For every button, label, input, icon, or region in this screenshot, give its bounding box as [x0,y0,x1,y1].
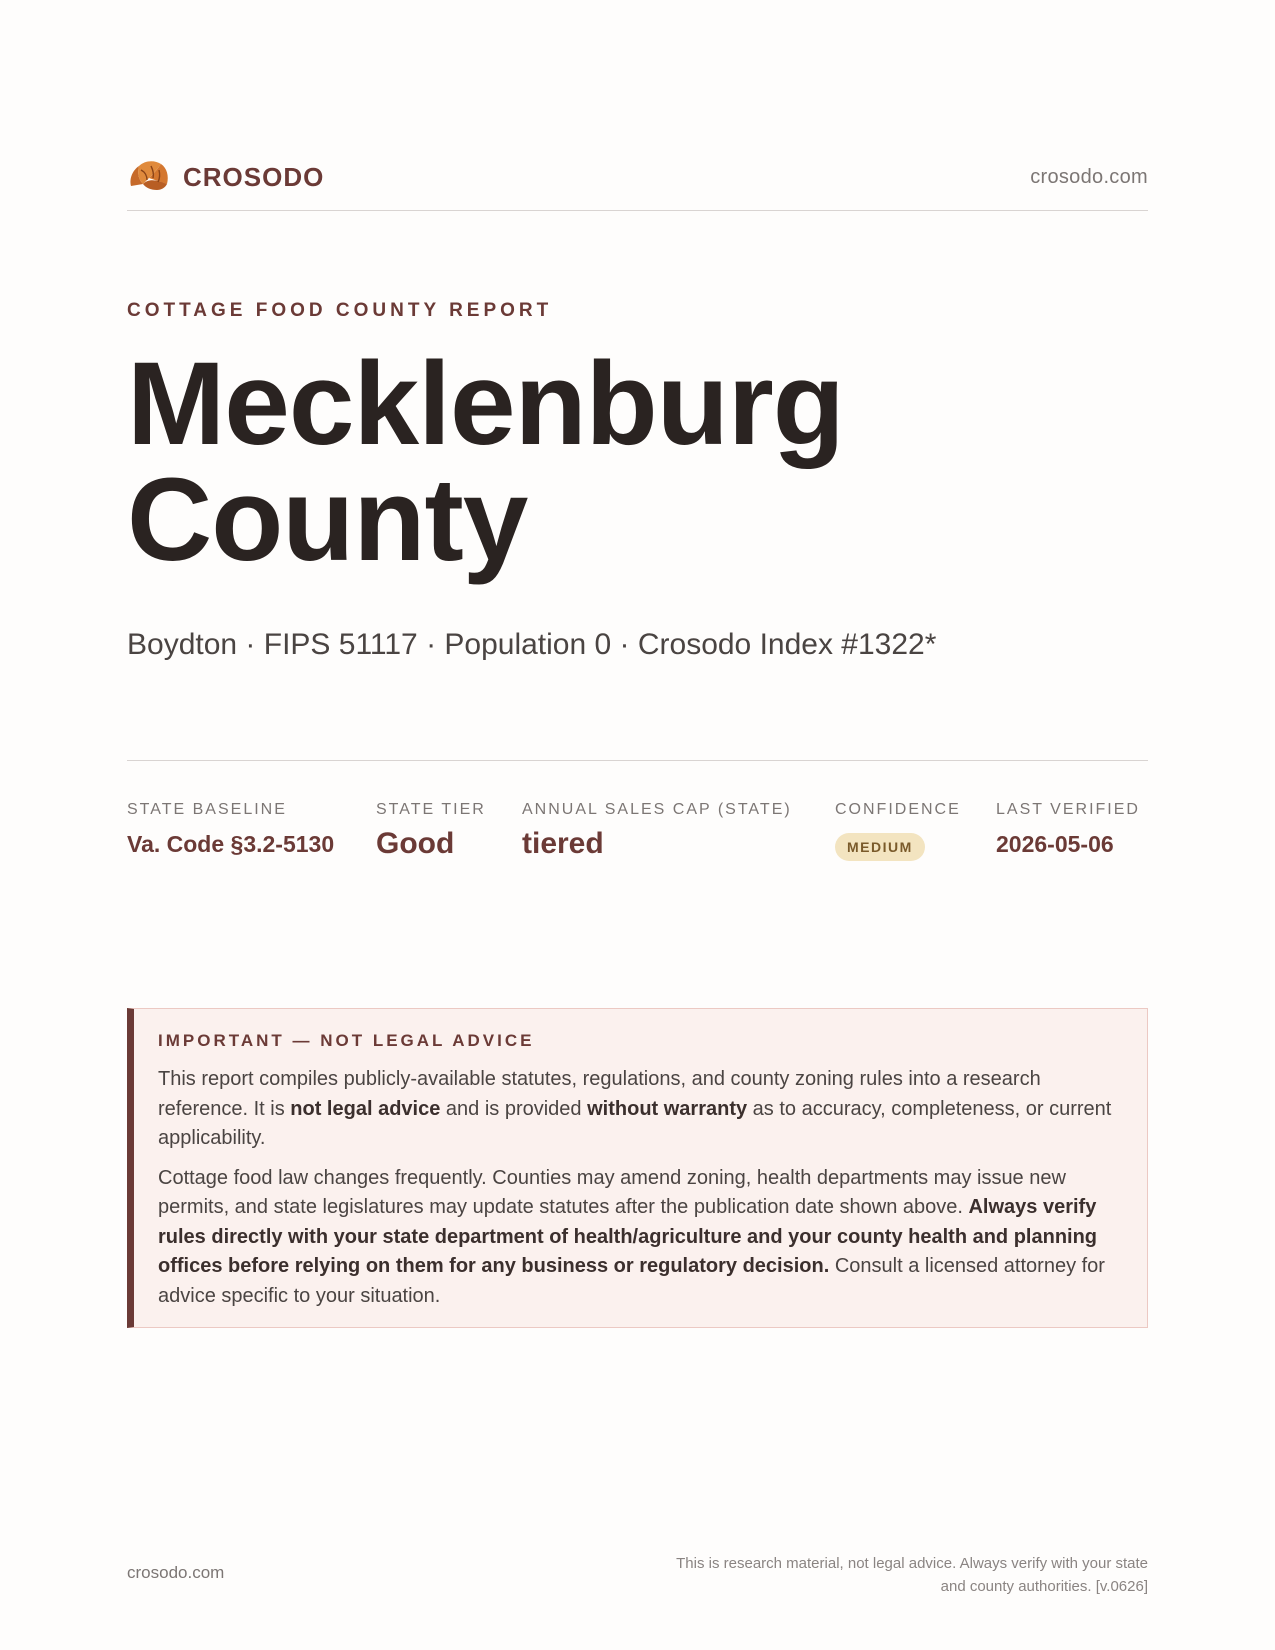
stat-last-verified [996,801,1140,858]
footer-disclaimer [608,1552,1148,1598]
county-subtitle: Boydton · FIPS 51117 · Population 0 · Crosodo Index #1322* [127,628,937,661]
confidence-badge: MEDIUM [835,833,925,861]
notice-emphasis: without warranty [587,1097,748,1120]
stat-label: CONFIDENCE [835,801,961,818]
stat-label: ANNUAL SALES CAP (STATE) [522,801,792,818]
county-title-line1: Mecklenburg [127,338,844,470]
notice-emphasis: Always verify rules directly with your state department of health/agriculture and your county health and planning offices before relying on them for any business or regulatory decision. [158,1196,1098,1277]
footer-disclaimer-line1: This is research material, not legal advice. Always verify with your state [676,1555,1148,1572]
notice-text: This report compiles publicly-available statutes, regulations, and county zoning rules into a research reference. It is [158,1068,1041,1120]
site-link[interactable]: crosodo.com [1030,166,1148,188]
stats-row [127,760,1148,881]
brand[interactable] [127,158,324,194]
stat-value: Good [376,827,455,860]
stat-state-baseline [127,801,334,858]
notice-text: as to accuracy, completeness, or current applicability. [158,1097,1112,1149]
stat-label: LAST VERIFIED [996,801,1140,818]
notice-text: Consult a licensed attorney for advice specific to your situation. [158,1255,1105,1307]
stat-value: 2026-05-06 [996,831,1114,857]
brand-name: CROSODO [183,161,325,192]
stat-annual-sales-cap [522,801,792,861]
stat-label: STATE TIER [376,801,486,818]
notice-paragraph-2 [158,1164,1121,1312]
footer-disclaimer-line2: and county authorities. [v.0626] [940,1578,1148,1595]
notice-emphasis: not legal advice [290,1097,441,1120]
county-title [127,338,844,586]
legal-notice [127,1008,1148,1328]
notice-paragraph-1 [158,1065,1121,1154]
stat-value: tiered [522,827,604,860]
stat-value: Va. Code §3.2-5130 [127,831,335,857]
report-kicker: COTTAGE FOOD COUNTY REPORT [127,300,553,321]
croissant-icon [127,156,171,194]
notice-text: Cottage food law changes frequently. Counties may amend zoning, health departments may issue new permits, and state legislatures may update statutes after the publication date shown above. [158,1166,1066,1218]
notice-text: and is provided [440,1097,588,1120]
stat-label: STATE BASELINE [127,801,287,818]
page-header [127,158,1148,211]
stat-confidence [835,801,961,861]
county-title-line2: County [127,454,528,586]
stat-state-tier [376,801,486,861]
footer-site-link[interactable]: crosodo.com [127,1563,225,1582]
report-page [127,0,1148,1650]
notice-title: IMPORTANT — NOT LEGAL ADVICE [158,1031,535,1050]
